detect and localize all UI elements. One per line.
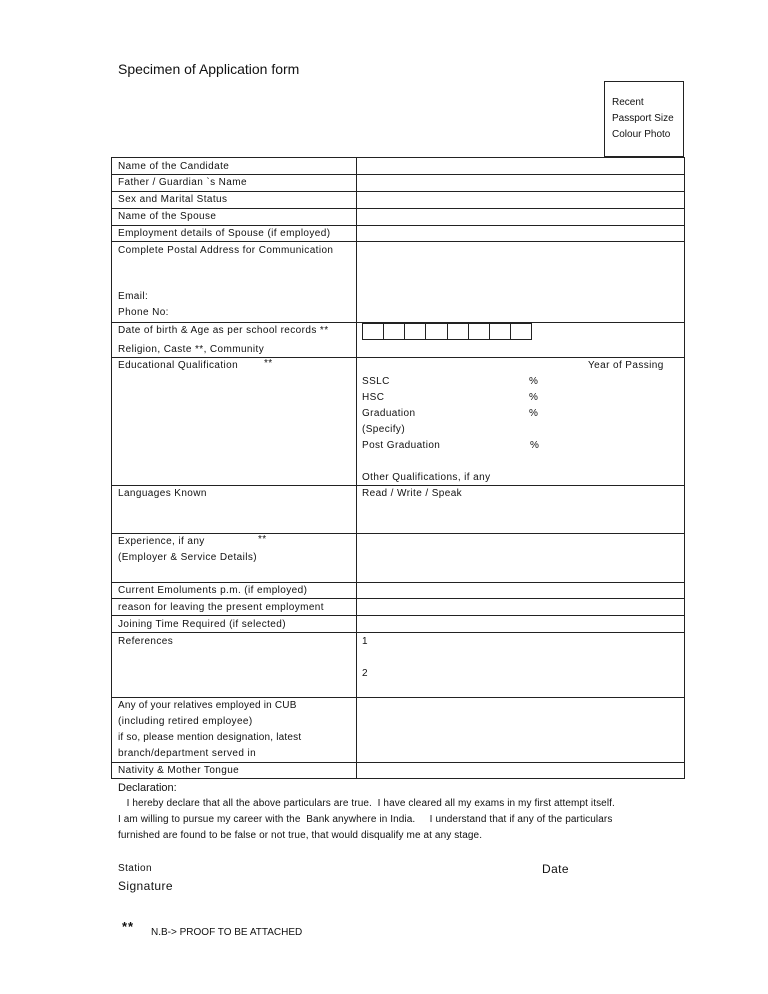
signature-label: Signature bbox=[118, 879, 173, 893]
dob-box bbox=[469, 324, 490, 339]
edu-row-label: (Specify) bbox=[362, 424, 406, 435]
row-line bbox=[111, 778, 685, 779]
row-line bbox=[111, 632, 685, 633]
label-education: Educational Qualification bbox=[118, 360, 239, 371]
edu-row-label: SSLC bbox=[362, 376, 390, 387]
row-line bbox=[111, 485, 685, 486]
table-left-border bbox=[111, 157, 112, 778]
label-references: References bbox=[118, 636, 174, 647]
proof-note: N.B-> PROOF TO BE ATTACHED bbox=[151, 927, 303, 938]
label-experience-details: (Employer & Service Details) bbox=[118, 552, 258, 563]
label-spouse-employment: Employment details of Spouse (if employed) bbox=[118, 228, 331, 239]
label-candidate-name: Name of the Candidate bbox=[118, 161, 230, 172]
row-line bbox=[111, 357, 685, 358]
station-label: Station bbox=[118, 863, 152, 874]
date-label: Date bbox=[542, 862, 569, 876]
education-proof-marker: ** bbox=[264, 358, 273, 369]
dob-box bbox=[511, 324, 531, 339]
reference-2: 2 bbox=[362, 668, 368, 679]
dob-entry-boxes bbox=[362, 323, 532, 340]
row-line bbox=[111, 241, 685, 242]
label-relatives-2: (including retired employee) bbox=[118, 716, 253, 727]
row-line bbox=[111, 174, 685, 175]
year-of-passing-header: Year of Passing bbox=[588, 360, 664, 371]
label-relatives-4: branch/department served in bbox=[118, 748, 257, 759]
form-title: Specimen of Application form bbox=[118, 61, 300, 77]
label-date-of-birth: Date of birth & Age as per school records ** bbox=[118, 325, 329, 336]
label-postal-address: Complete Postal Address for Communication bbox=[118, 245, 334, 256]
label-experience: Experience, if any bbox=[118, 536, 205, 547]
photo-box-line-2: Passport Size bbox=[612, 113, 674, 124]
edu-row-label: HSC bbox=[362, 392, 385, 403]
declaration-line: I am willing to pursue my career with the Bank anywhere in India. I understand that if any of the particulars bbox=[118, 814, 613, 825]
row-line bbox=[111, 615, 685, 616]
declaration-heading: Declaration: bbox=[118, 782, 177, 794]
declaration-line: I hereby declare that all the above particulars are true. I have cleared all my exams in my first attempt itself. bbox=[118, 798, 615, 809]
dob-box bbox=[384, 324, 405, 339]
dob-box bbox=[405, 324, 426, 339]
label-leaving-reason: reason for leaving the present employment bbox=[118, 602, 324, 613]
row-line bbox=[111, 582, 685, 583]
row-line bbox=[111, 157, 685, 158]
languages-read-write-speak: Read / Write / Speak bbox=[362, 488, 463, 499]
table-column-divider bbox=[356, 157, 357, 778]
label-languages: Languages Known bbox=[118, 488, 207, 499]
dob-box bbox=[448, 324, 469, 339]
row-line bbox=[111, 208, 685, 209]
table-right-border bbox=[684, 157, 685, 778]
row-line bbox=[111, 191, 685, 192]
label-relatives-3: if so, please mention designation, latest bbox=[118, 732, 302, 743]
dob-box bbox=[363, 324, 384, 339]
label-email: Email: bbox=[118, 291, 149, 302]
row-line bbox=[111, 225, 685, 226]
row-line bbox=[111, 762, 685, 763]
photo-box-line-3: Colour Photo bbox=[612, 129, 671, 140]
other-qualifications: Other Qualifications, if any bbox=[362, 472, 491, 483]
label-joining-time: Joining Time Required (if selected) bbox=[118, 619, 286, 630]
dob-box bbox=[426, 324, 447, 339]
label-guardian-name: Father / Guardian `s Name bbox=[118, 177, 247, 188]
dob-box bbox=[490, 324, 511, 339]
declaration-text bbox=[118, 796, 688, 844]
declaration-line: furnished are found to be false or not true, that would disqualify me at any stage. bbox=[118, 830, 483, 841]
experience-proof-marker: ** bbox=[258, 534, 267, 545]
edu-row-percent: % bbox=[529, 392, 539, 403]
proof-marker-legend: ** bbox=[122, 919, 135, 934]
edu-row-label: Graduation bbox=[362, 408, 416, 419]
edu-row-label: Post Graduation bbox=[362, 440, 441, 451]
edu-row-percent: % bbox=[529, 376, 539, 387]
edu-row-percent: % bbox=[529, 408, 539, 419]
label-religion: Religion, Caste **, Community bbox=[118, 344, 265, 355]
edu-row-percent: % bbox=[530, 440, 540, 451]
row-line bbox=[111, 533, 685, 534]
photo-box-line-1: Recent bbox=[612, 97, 644, 108]
label-sex-marital: Sex and Marital Status bbox=[118, 194, 228, 205]
label-nativity: Nativity & Mother Tongue bbox=[118, 765, 240, 776]
reference-1: 1 bbox=[362, 636, 368, 647]
label-relatives-1: Any of your relatives employed in CUB bbox=[118, 700, 297, 711]
row-line bbox=[111, 598, 685, 599]
label-emoluments: Current Emoluments p.m. (if employed) bbox=[118, 585, 308, 596]
label-spouse-name: Name of the Spouse bbox=[118, 211, 217, 222]
label-phone: Phone No: bbox=[118, 307, 169, 318]
row-line bbox=[111, 697, 685, 698]
